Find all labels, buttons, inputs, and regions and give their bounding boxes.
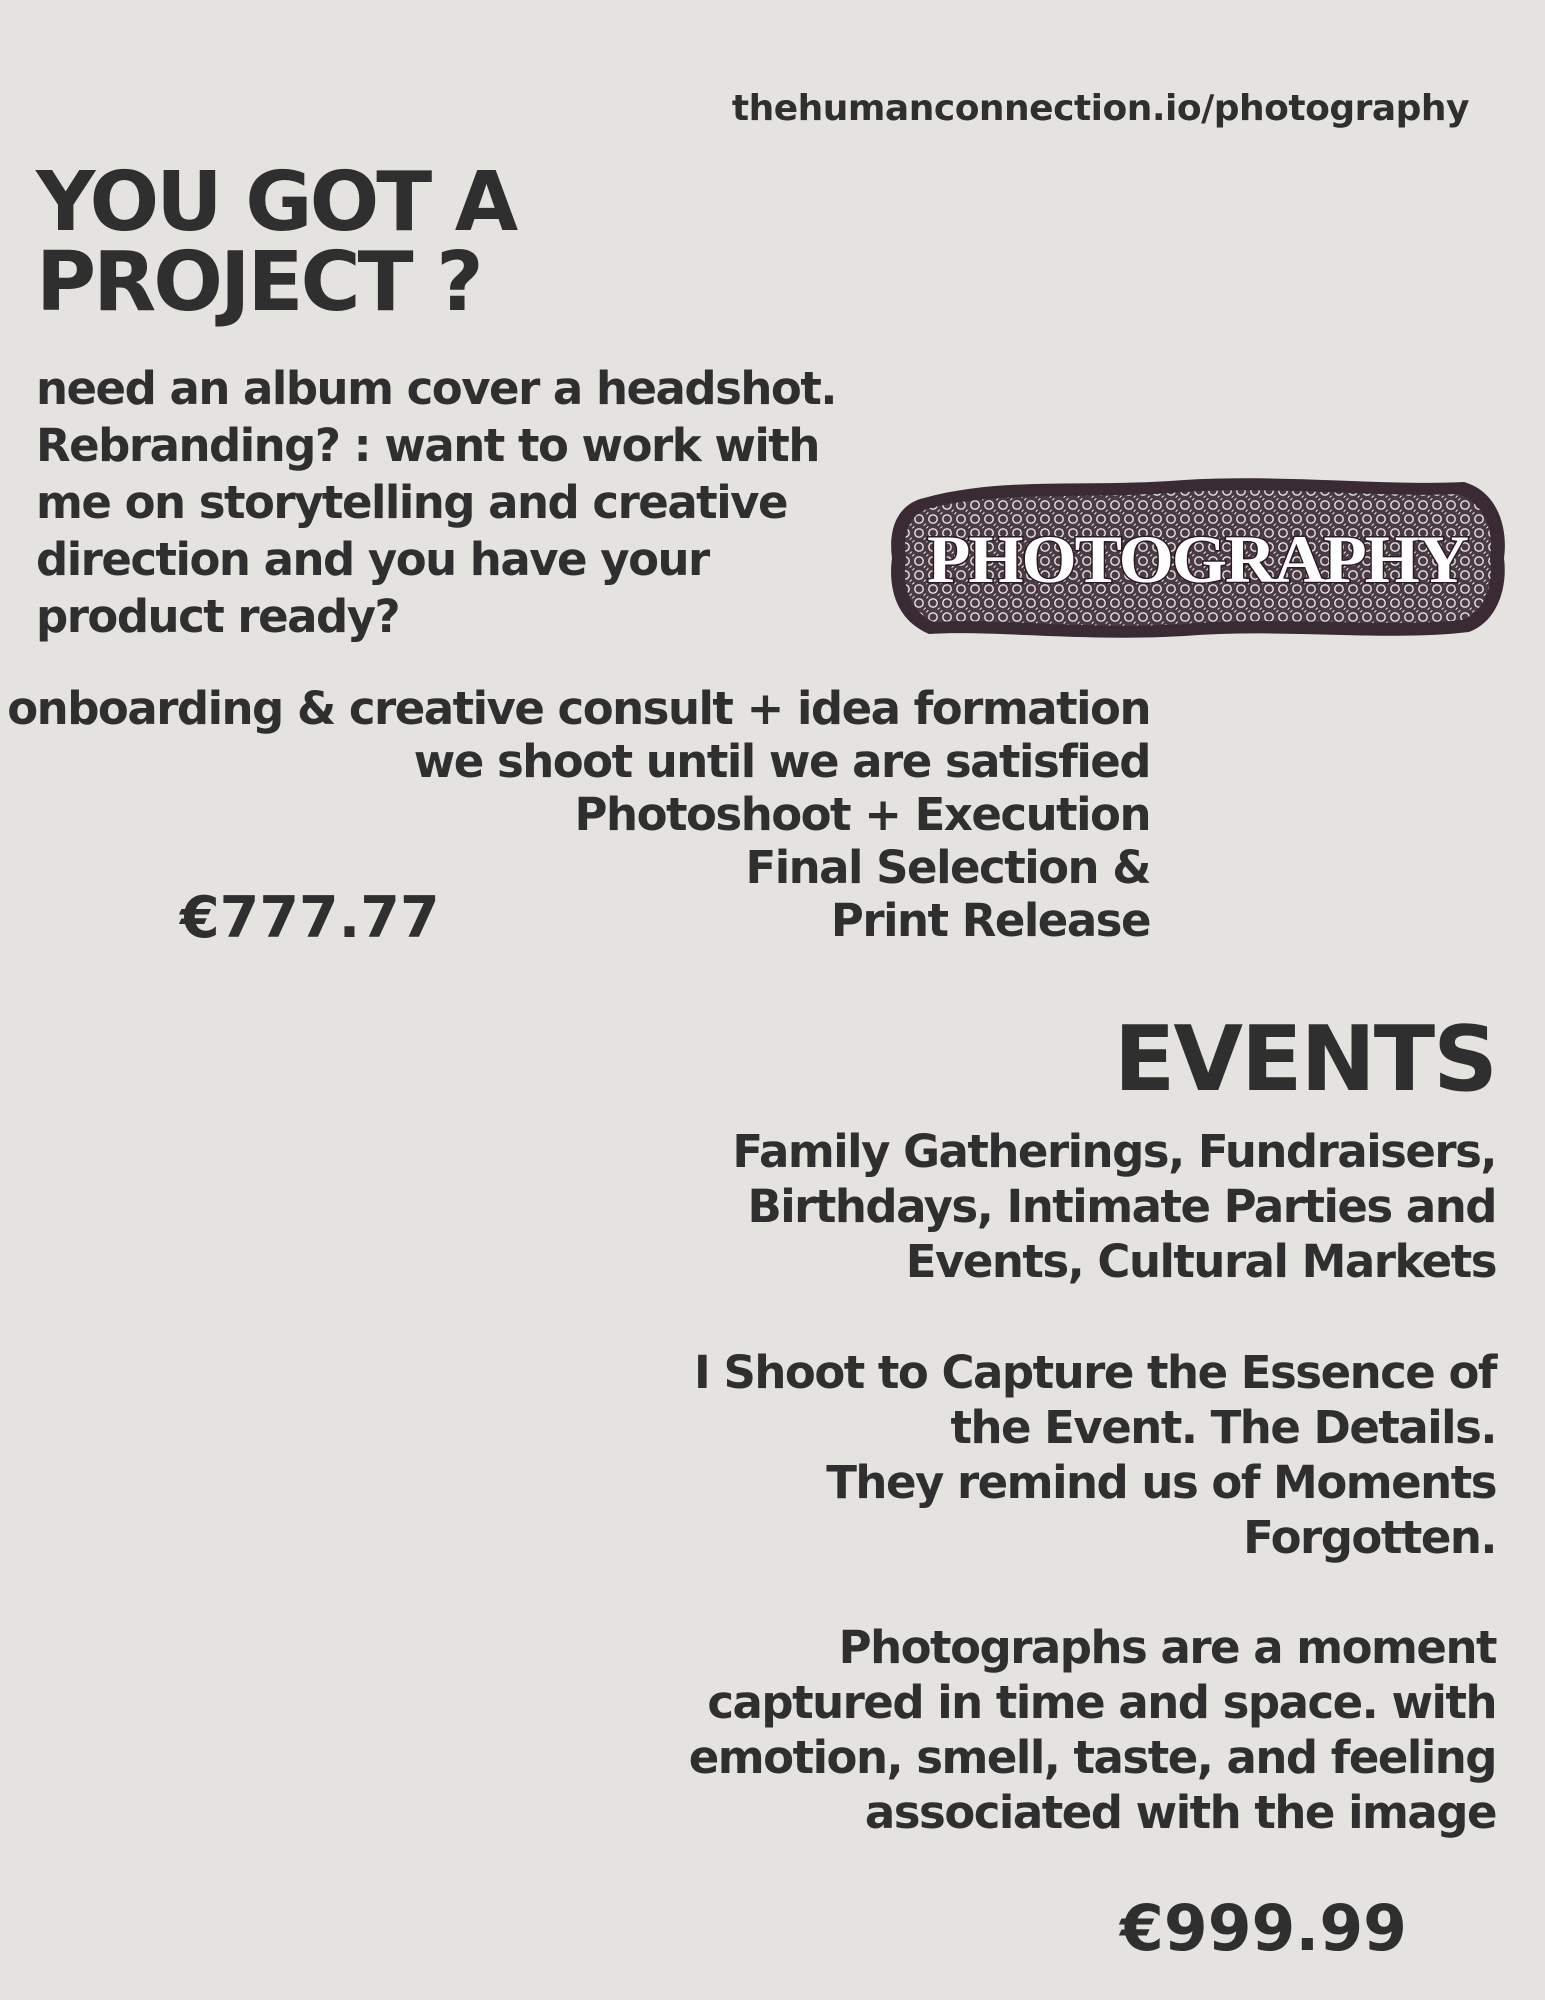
service-line: Photoshoot + Execution bbox=[574, 788, 1150, 841]
event-essence-line: They remind us of Moments bbox=[826, 1456, 1496, 1509]
event-types-line: Events, Cultural Markets bbox=[905, 1235, 1496, 1288]
event-types-line: Birthdays, Intimate Parties and bbox=[747, 1180, 1496, 1233]
service-line: we shoot until we are satisfied bbox=[413, 735, 1150, 788]
event-photographs bbox=[689, 1620, 1496, 1840]
service-line: Print Release bbox=[830, 894, 1150, 947]
logo-text: PHOTOGRAPHY bbox=[927, 521, 1468, 597]
project-heading bbox=[36, 155, 516, 330]
event-photographs-line: Photographs are a moment bbox=[838, 1621, 1496, 1674]
event-essence-line: the Event. The Details. bbox=[950, 1401, 1496, 1454]
events-price: €999.99 bbox=[1120, 1892, 1407, 1965]
photography-logo bbox=[884, 470, 1510, 644]
service-line: onboarding & creative consult + idea formation bbox=[7, 682, 1150, 735]
service-line: Final Selection & bbox=[745, 841, 1150, 894]
event-photographs-line: emotion, smell, taste, and feeling bbox=[688, 1731, 1496, 1784]
intro-line: Rebranding? : want to work with bbox=[36, 419, 819, 472]
event-essence-line: I Shoot to Capture the Essence of bbox=[694, 1346, 1496, 1399]
event-photographs-line: associated with the image bbox=[864, 1786, 1496, 1839]
project-intro bbox=[36, 360, 906, 645]
event-photographs-line: captured in time and space. with bbox=[707, 1676, 1496, 1729]
intro-line: product ready? bbox=[36, 590, 400, 643]
site-url[interactable]: thehumanconnection.io/photography bbox=[731, 88, 1469, 129]
project-heading-line: YOU GOT A bbox=[36, 155, 516, 250]
event-essence-line: Forgotten. bbox=[1243, 1511, 1496, 1564]
intro-line: me on storytelling and creative bbox=[36, 476, 787, 529]
intro-line: need an album cover a headshot. bbox=[36, 362, 836, 415]
event-types-line: Family Gatherings, Fundraisers, bbox=[732, 1125, 1496, 1178]
project-price: €777.77 bbox=[180, 885, 440, 951]
event-types bbox=[732, 1124, 1496, 1289]
project-services bbox=[7, 682, 1150, 947]
events-heading: EVENTS bbox=[1113, 1007, 1496, 1112]
event-essence bbox=[694, 1345, 1496, 1565]
project-heading-line: PROJECT ? bbox=[36, 235, 481, 330]
intro-line: direction and you have your bbox=[36, 533, 709, 586]
